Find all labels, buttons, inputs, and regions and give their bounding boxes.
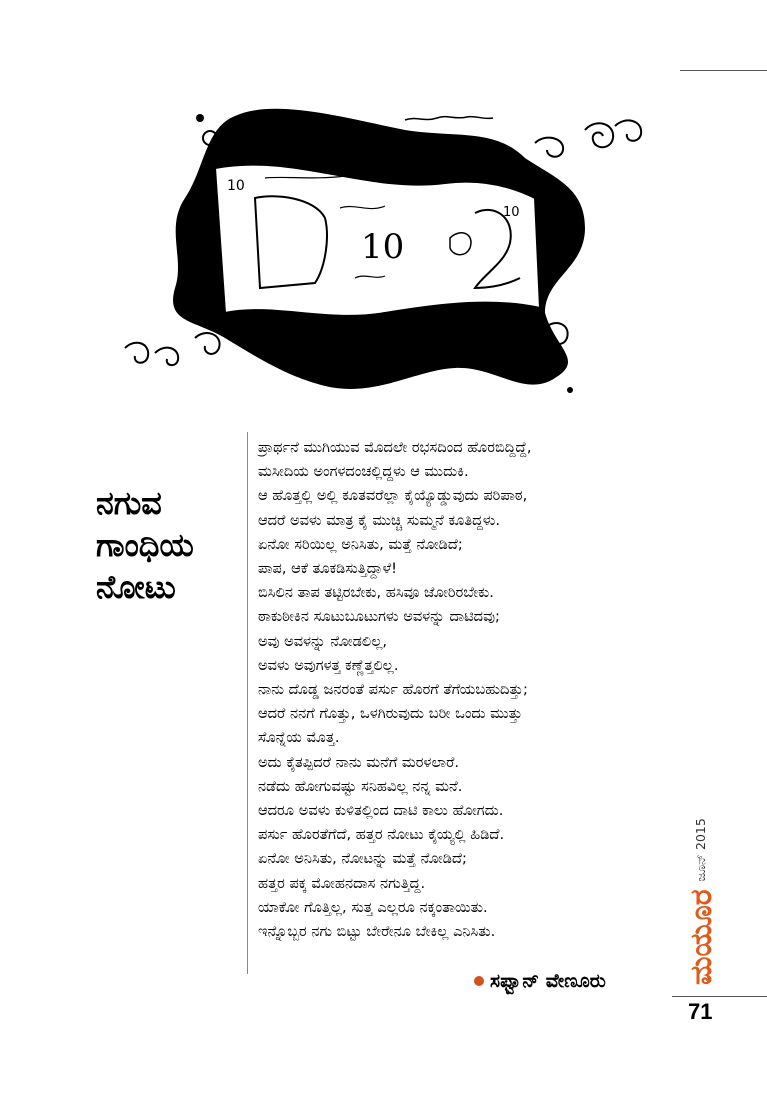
poem-line: ಠಾಕುಠೀಕಿನ ಸೂಟುಬೂಟುಗಳು ಅವಳನ್ನು ದಾಟಿದವು; (258, 608, 500, 626)
bottom-rule (672, 996, 767, 997)
note-value-center: 10 (361, 227, 405, 267)
poem-title-line: ಗಾಂಧಿಯ (96, 526, 194, 564)
poem-line: ಅದು ಕೈತಪ್ಪಿದರೆ ನಾನು ಮನೆಗೆ ಮರಳಲಾರೆ. (258, 753, 460, 771)
poem-line: ಆದರೂ ಅವಳು ಕುಳಿತಲ್ಲಿಂದ ದಾಟಿ ಕಾಲು ಹೋಗದು. (258, 802, 504, 820)
poem-line: ಅವು ಅವಳನ್ನು ನೋಡಲಿಲ್ಲ, (258, 632, 388, 650)
poem-line: ಹತ್ತರ ಪಕ್ಕ ಮೋಹನದಾಸ ನಗುತ್ತಿದ್ದ. (258, 874, 426, 892)
poem-line: ಆದರೆ ಅವಳು ಮಾತ್ರ ಕೈ ಮುಚ್ಚಿ ಸುಮ್ಮನೆ ಕೂತಿದ್ದಳು. (258, 511, 501, 529)
column-divider (247, 432, 248, 974)
poem-line: ಮಸೀದಿಯ ಅಂಗಳದಂಚಲ್ಲಿದ್ದಳು ಆ ಮುದುಕಿ. (258, 463, 469, 481)
poem-line: ಏನೋ ಅನಿಸಿತು, ನೋಟನ್ನು ಮತ್ತೆ ನೋಡಿದೆ; (258, 850, 467, 868)
poem-line: ನಡೆದು ಹೋಗುವಷ್ಟು ಸನಿಹವಿಲ್ಲ ನನ್ನ ಮನೆ. (258, 777, 463, 795)
poem-line: ಅವಳು ಅವುಗಳತ್ತ ಕಣ್ಣೆತ್ತಲಿಲ್ಲ. (258, 656, 399, 674)
poem-title-line: ನಗುವ (96, 484, 162, 522)
poem-line: ಇನ್ನೊಬ್ಬರ ನಗು ಬಿಟ್ಟು ಬೇರೇನೂ ಬೇಕಿಲ್ಲ ಎನಿಸಿತು. (258, 923, 496, 941)
author-byline (474, 970, 606, 992)
poem-line: ನಾನು ದೊಡ್ಡ ಜನರಂತೆ ಪರ್ಸು ಹೊರಗೆ ತೆಗೆಯಬಹುದಿತ್ತು; (258, 681, 528, 699)
note-value-right: 10 (503, 205, 520, 220)
poem-line: ಬಿಸಿಲಿನ ತಾಪ ತಟ್ಟಿರಬೇಕು, ಹಸಿವೂ ಜೋರಿರಬೇಕು. (258, 584, 494, 602)
poem-body (258, 436, 673, 944)
poem-line: ಪಾಪ, ಆಕೆ ತೂಕಡಿಸುತ್ತಿದ್ದಾಳೆ! (258, 560, 397, 578)
magazine-sidebar (676, 800, 726, 985)
page-number: 71 (688, 999, 713, 1024)
poem-title (96, 482, 226, 608)
poem-line: ಸೊನ್ನೆಯ ಮೊತ್ತ. (258, 729, 340, 747)
poem-title-line: ನೋಟು (96, 568, 176, 606)
poem-line: ಪರ್ಸು ಹೊರತೆಗೆದೆ, ಹತ್ತರ ನೋಟು ಕೈಯ್ಯಲ್ಲಿ ಹಿಡಿದೆ. (258, 826, 505, 844)
issue-date: ಜೂನ್ 2015 (693, 818, 708, 882)
poem-line: ಯಾಕೋ ಗೊತ್ತಿಲ್ಲ, ಸುತ್ತ ಎಲ್ಲರೂ ನಕ್ಕಂತಾಯಿತು. (258, 898, 488, 916)
poem-line: ಪ್ರಾರ್ಥನೆ ಮುಗಿಯುವ ಮೊದಲೇ ರಭಸದಿಂದ ಹೊರಬಿದ್ದಿದ್ದೆ, (258, 439, 532, 456)
poem-line: ಆ ಹೊತ್ತಲ್ಲಿ ಅಲ್ಲಿ ಕೂತವರೆಲ್ಲಾ ಕೈಯ್ಯೊಡ್ಡುವುದು ಪರಿಪಾಠ, (258, 487, 528, 505)
bullet-icon (474, 976, 484, 986)
currency-note-illustration (115, 98, 660, 410)
magazine-name: ಮಯೂರ (683, 889, 719, 985)
poem-line: ಆದರೆ ನನಗೆ ಗೊತ್ತು, ಒಳಗಿರುವುದು ಬರೀ ಒಂದು ಮುತ್ತು (258, 705, 523, 723)
top-rule (680, 70, 767, 71)
author-name: ಸಫ್ವಾನ್ ವೇಣೂರು (490, 970, 606, 992)
poem-line: ಏನೋ ಸರಿಯಿಲ್ಲ ಅನಿಸಿತು, ಮತ್ತೆ ನೋಡಿದೆ; (258, 535, 463, 553)
note-value-left: 10 (227, 178, 245, 194)
